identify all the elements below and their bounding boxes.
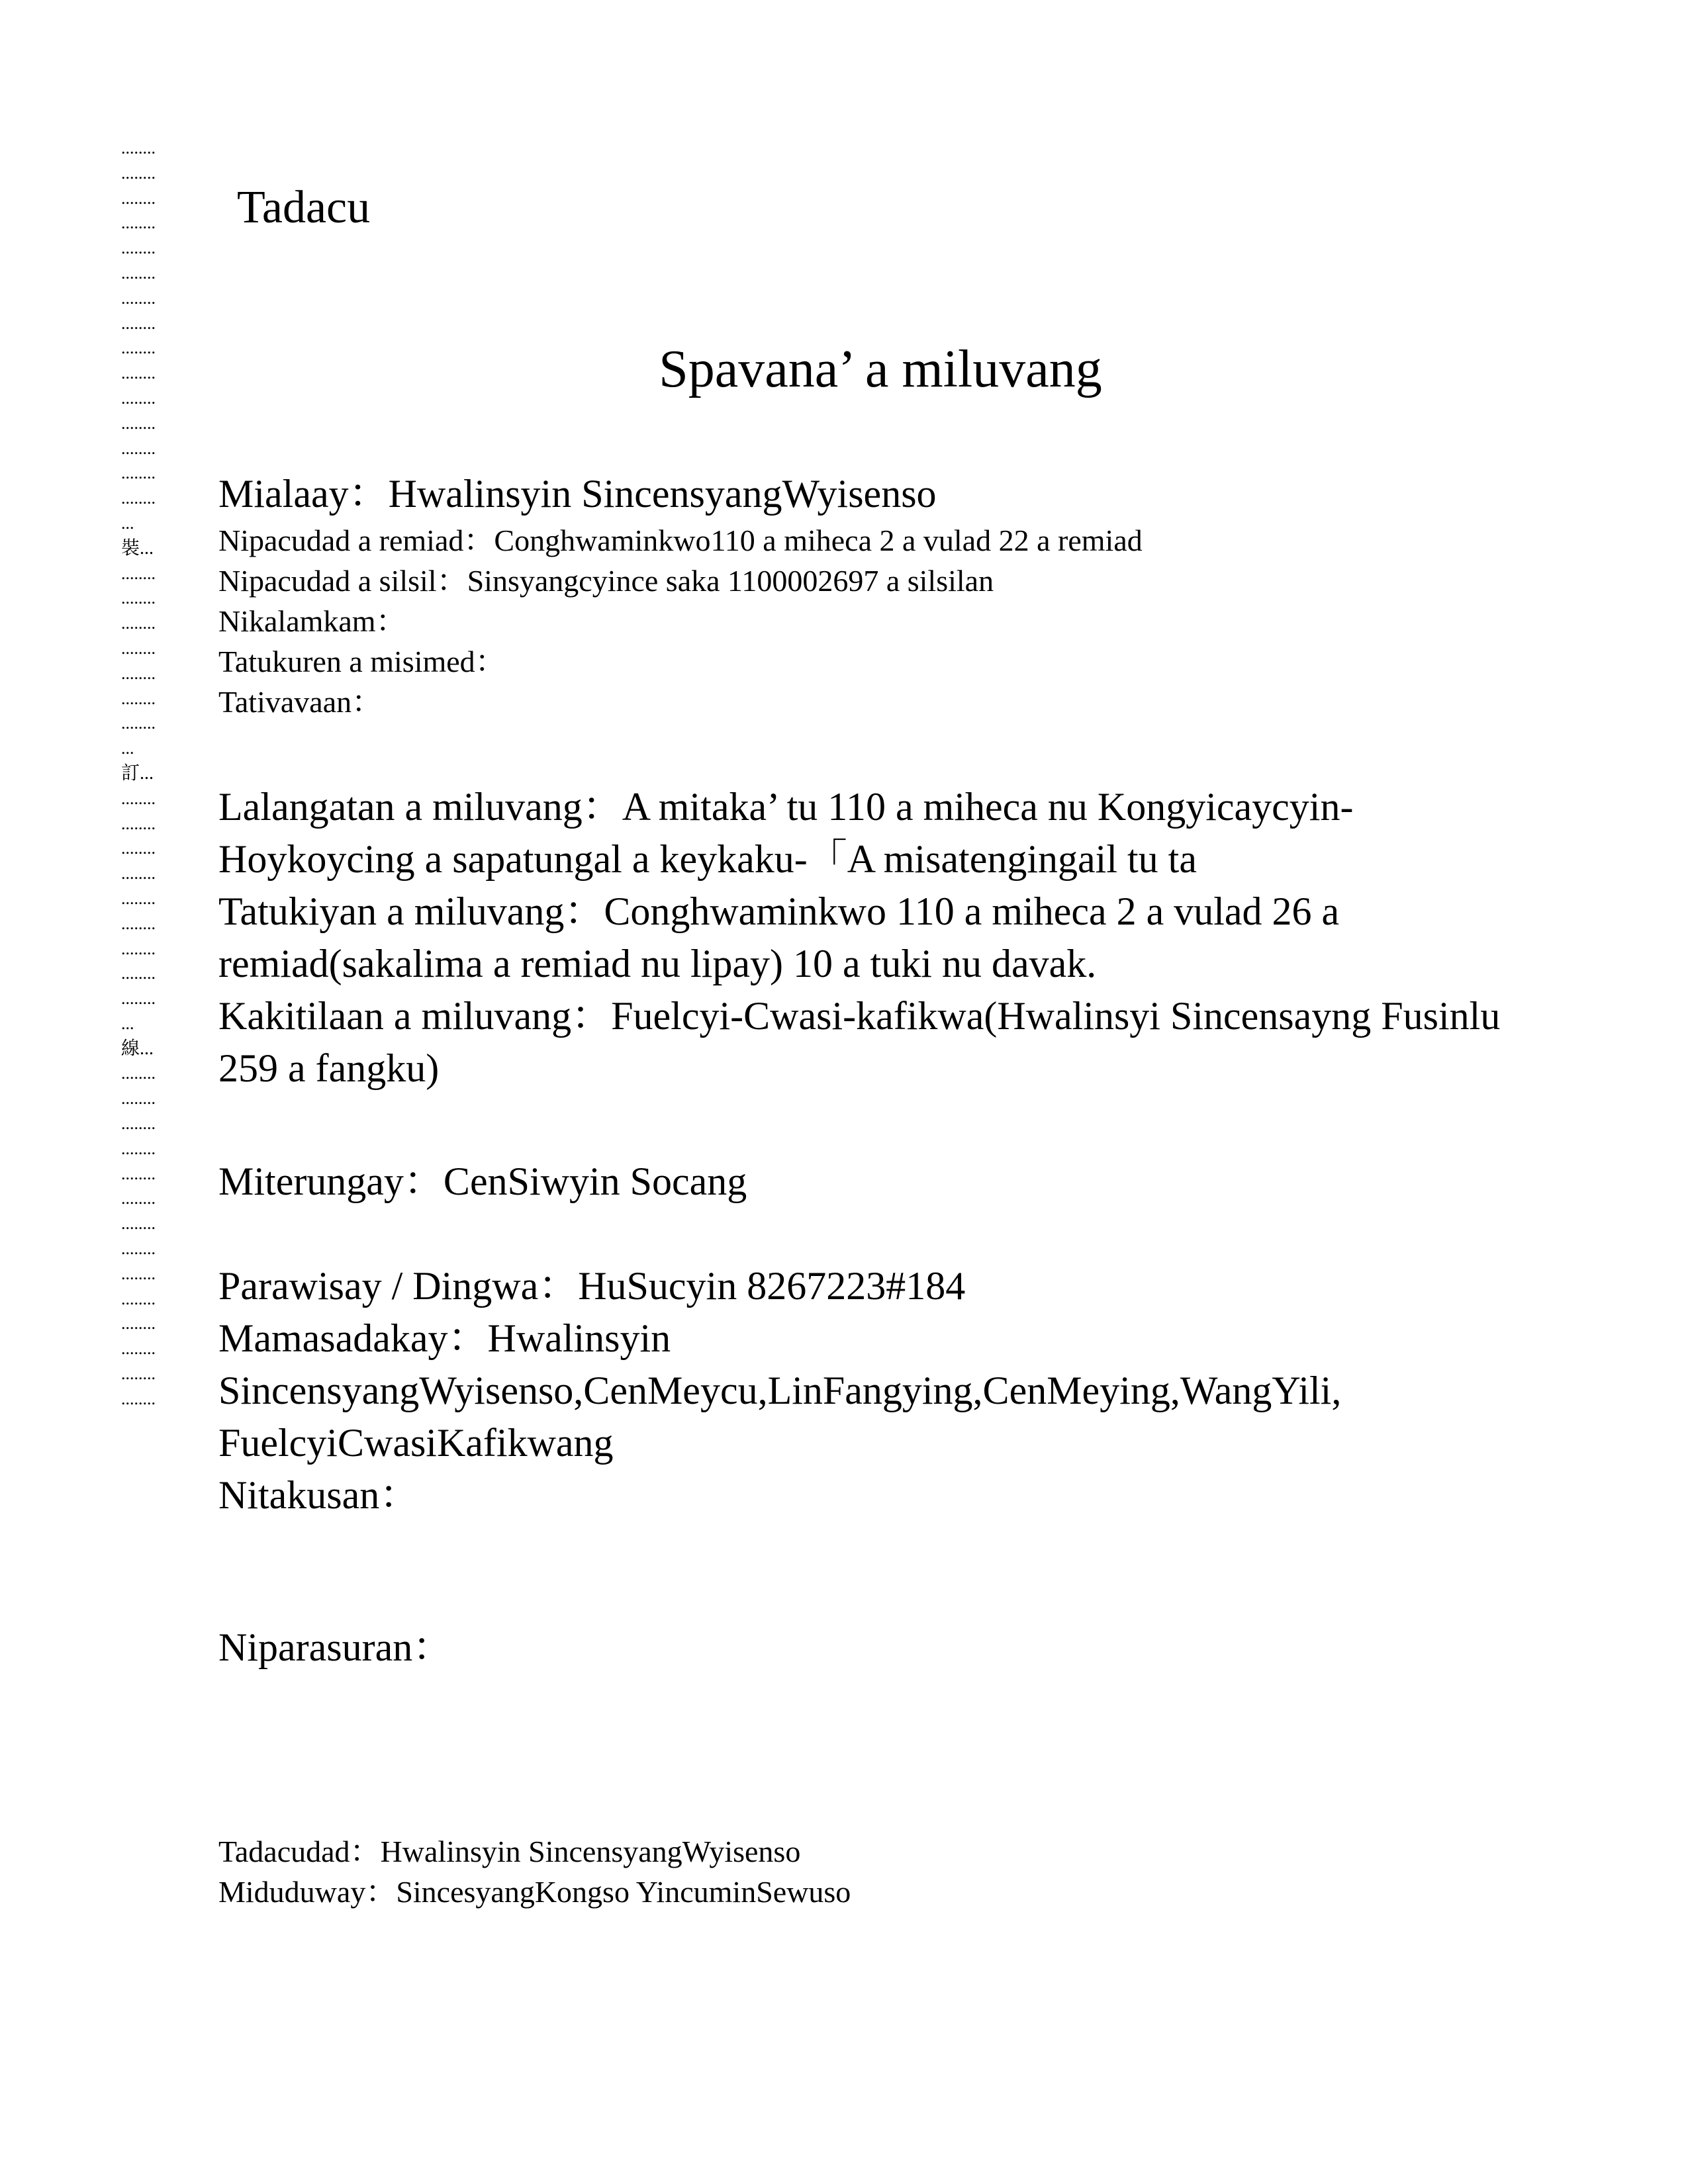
margin-dots: ........: [121, 213, 156, 233]
margin-dots: ........: [121, 713, 156, 733]
footer-block: [218, 1831, 1536, 1912]
margin-dots: ........: [121, 1314, 156, 1334]
margin-dots: ........: [121, 1364, 156, 1384]
remarks: Niparasuran：: [218, 1625, 453, 1669]
margin-dots: ........: [121, 888, 156, 908]
margin-dots: ........: [121, 1114, 156, 1134]
meeting-subject: Lalangatan a miluvang：A mitaka’ tu 110 a miheca nu Kongyicaycyin-Hoykoycing a sapatungal a keykaku-「A misatengingail tu ta: [218, 785, 1354, 881]
meeting-place: Kakitilaan a miluvang：Fuelcyi-Cwasi-kafikwa(Hwalinsyi Sincensayng Fusinlu 259 a fangku): [218, 994, 1501, 1090]
margin-dots: ........: [121, 1388, 156, 1408]
margin-dots: ........: [121, 338, 156, 358]
copy-recipient: Miduduway：SincesyangKongso YincuminSewuso: [218, 1875, 851, 1909]
margin-dots: ........: [121, 989, 156, 1009]
margin-dots: ........: [121, 363, 156, 383]
contact-person: Parawisay / Dingwa：HuSucyin 8267223#184: [218, 1264, 966, 1308]
margin-dots: ........: [121, 313, 156, 333]
binding-margin: [121, 136, 167, 1453]
margin-dots: ........: [121, 1214, 156, 1234]
margin-dots: ........: [121, 263, 156, 283]
classification-line: Nikalamkam：: [218, 604, 406, 638]
margin-dots: ........: [121, 1289, 156, 1308]
margin-mark-xian: 線...: [121, 1038, 154, 1059]
margin-dots: ........: [121, 1138, 156, 1158]
margin-dots: ........: [121, 1163, 156, 1183]
margin-mark-dots: ...: [121, 1013, 134, 1033]
document-type-label: Tadacu: [237, 182, 371, 233]
margin-dots: ........: [121, 288, 156, 308]
margin-dots: ........: [121, 839, 156, 858]
margin-dots: ........: [121, 663, 156, 683]
margin-dots: ........: [121, 163, 156, 183]
margin-dots: ........: [121, 488, 156, 508]
metadata-block: [218, 468, 1536, 722]
margin-dots: ........: [121, 964, 156, 983]
margin-dots: ........: [121, 813, 156, 833]
margin-dots: ........: [121, 638, 156, 658]
document-number-line: Nipacudad a silsil：Sinsyangcyince saka 1100002697 a silsilan: [218, 564, 994, 598]
margin-dots: ........: [121, 864, 156, 884]
date-line: Nipacudad a remiad：Conghwaminkwo110 a miheca 2 a vulad 22 a remiad: [218, 523, 1143, 557]
margin-dots: ........: [121, 938, 156, 958]
margin-dots: ........: [121, 438, 156, 458]
margin-dots: ........: [121, 463, 156, 483]
margin-dots: ........: [121, 1089, 156, 1109]
margin-dots: ........: [121, 913, 156, 933]
margin-dots: ........: [121, 1239, 156, 1259]
margin-dots: ........: [121, 788, 156, 808]
margin-dots: ........: [121, 413, 156, 433]
retention-line: Tatukuren a misimed：: [218, 645, 506, 678]
margin-dots: ........: [121, 188, 156, 208]
margin-mark-dots: ...: [121, 513, 134, 533]
original-recipient: Tadacudad：Hwalinsyin SincensyangWyisenso: [218, 1835, 801, 1868]
meeting-block: [218, 781, 1536, 1095]
meeting-time: Tatukiyan a miluvang：Conghwaminkwo 110 a miheca 2 a vulad 26 a remiad(sakalima a remiad nu lipay) 10 a tuki nu davak.: [218, 889, 1340, 985]
margin-dots: ........: [121, 614, 156, 633]
margin-dots: ........: [121, 1339, 156, 1359]
remarks-block: [218, 1621, 1536, 1674]
margin-dots: ........: [121, 1064, 156, 1083]
margin-mark-ding: 訂...: [121, 762, 154, 784]
margin-dots: ........: [121, 1189, 156, 1208]
margin-mark-zhuang: 裝...: [121, 537, 154, 559]
meeting-chair: Miterungay：CenSiwyin Socang: [218, 1160, 747, 1203]
margin-dots: ........: [121, 563, 156, 583]
document-title: Spavana’ a miluvang: [659, 340, 1102, 398]
margin-dots: ........: [121, 588, 156, 608]
margin-dots: ........: [121, 1263, 156, 1283]
contact-block: [218, 1260, 1536, 1522]
chair-block: [218, 1156, 1536, 1208]
attachment-line: Tativavaan：: [218, 685, 383, 719]
sender-line: Mialaay：Hwalinsyin SincensyangWyisenso: [218, 472, 937, 516]
attendees: Mamasadakay：Hwalinsyin SincensyangWyisenso,CenMeycu,LinFangying,CenMeying,WangYili, FuelcyiCwasiKafikwang: [218, 1316, 1342, 1465]
observers: Nitakusan：: [218, 1473, 420, 1517]
margin-mark-dots: ...: [121, 739, 134, 758]
margin-dots: ........: [121, 688, 156, 708]
margin-dots: ........: [121, 238, 156, 258]
margin-dots: ........: [121, 138, 156, 158]
margin-dots: ........: [121, 388, 156, 408]
